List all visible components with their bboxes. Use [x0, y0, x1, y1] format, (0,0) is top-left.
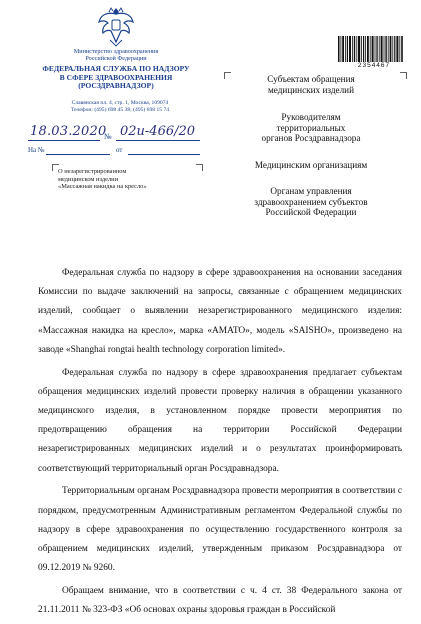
addressee-medical-organizations	[236, 160, 386, 171]
addressee-line: Руководителям	[281, 112, 341, 122]
subject-line-2: медицинском изделии	[58, 175, 119, 183]
service-line-2: В СФЕРЕ ЗДРАВООХРАНЕНИЯ	[59, 72, 173, 82]
addressee-line: медицинских изделий	[267, 84, 354, 95]
date-handwritten: 18.03.2020	[30, 124, 107, 139]
reference-date-underline	[128, 154, 200, 155]
addressee-corner-left	[224, 72, 231, 79]
reference-date-label: от	[116, 146, 123, 154]
addressee-line: Медицинским организациям	[254, 160, 368, 170]
reference-number-underline	[46, 154, 110, 155]
addressee-corner-right	[400, 72, 407, 79]
subject-line-3: «Массажная накидка на кресло»	[58, 183, 147, 191]
service-name	[34, 65, 198, 91]
addressee-line: Российской Федерации	[265, 207, 357, 218]
letter-body	[38, 264, 402, 624]
coat-of-arms-emblem	[96, 4, 136, 48]
addressee-line: Субъектам обращения	[267, 74, 355, 84]
ministry-name	[40, 48, 192, 63]
addressee-line: Органам управления	[270, 186, 352, 196]
ministry-line-1: Министерство здравоохранения	[73, 48, 159, 55]
service-line-3: (РОСЗДРАВНАДЗОР)	[78, 81, 154, 91]
barcode-image	[338, 36, 404, 62]
addressee-subjects	[236, 74, 386, 95]
reference-number-label: На №	[28, 146, 45, 154]
addressee-line: территориальных	[276, 122, 346, 133]
body-paragraph-4: Обращаем внимание, что в соответствии с ч. 4 ст. 38 Федерального закона от 21.11.2011 № 323-ФЗ «Об основах охраны здоровья граждан в Российской	[38, 586, 402, 616]
address-line-1: Славянская пл. 4, стр. 1, Москва, 109074	[71, 100, 169, 106]
letter-subject	[58, 168, 198, 191]
number-label: №	[104, 132, 112, 141]
addressee-territorial-heads	[236, 112, 386, 144]
body-paragraph-2: Федеральная служба по надзору в сфере здравоохранения предлагает субъектам обращения медицинских изделий провести проверку наличия в обращении указанного медицинского изделия, в установленном порядке провести мероприятия по предотвращению обращения на территории Российской Федерации незарегистрированных медицинских изделий и о результатах проинформировать соответствующий территориальный орган Росздравнадзора.	[38, 367, 402, 474]
body-paragraph-3: Территориальным органам Росздравнадзора провести мероприятия в соответствии с порядком, предусмотренным Административным регламентом Федеральной службы по надзору в сфере здравоохранения по осуществлению государственного контроля за обращением медицинских изделий, утвержденным приказом Росздравнадзора от 09.12.2019 № 9260.	[38, 486, 402, 574]
addressee-health-authorities	[236, 186, 386, 218]
service-address	[50, 100, 190, 114]
ministry-line-2: Российской Федерации	[85, 55, 147, 63]
addressee-line: здравоохранением субъектов	[254, 196, 368, 207]
number-underline	[116, 140, 200, 141]
service-line-1: ФЕДЕРАЛЬНАЯ СЛУЖБА ПО НАДЗОРУ	[42, 64, 190, 73]
barcode-number: 2354467	[357, 62, 391, 69]
address-line-2: Телефон: (495) 698 45 38; (495) 698 15 74	[70, 107, 170, 113]
subject-line-1: О незарегистрированном	[58, 168, 127, 175]
date-underline	[28, 140, 100, 141]
addressee-line: органов Росздравнадзора	[261, 133, 361, 144]
number-handwritten: 02u-466/20	[120, 124, 196, 139]
body-paragraph-1: Федеральная служба по надзору в сфере здравоохранения на основании заседания Комиссии по выдаче заключений на запросы, связанные с обращением медицинских изделий, сообщает о выявлении незарегистрированного медицинского изделия: «Массажная накидка на кресло», марка «AMATO», модель «SAISHO», произведено на заводе «Shanghai rongtai health technology corporation limited».	[38, 268, 402, 355]
